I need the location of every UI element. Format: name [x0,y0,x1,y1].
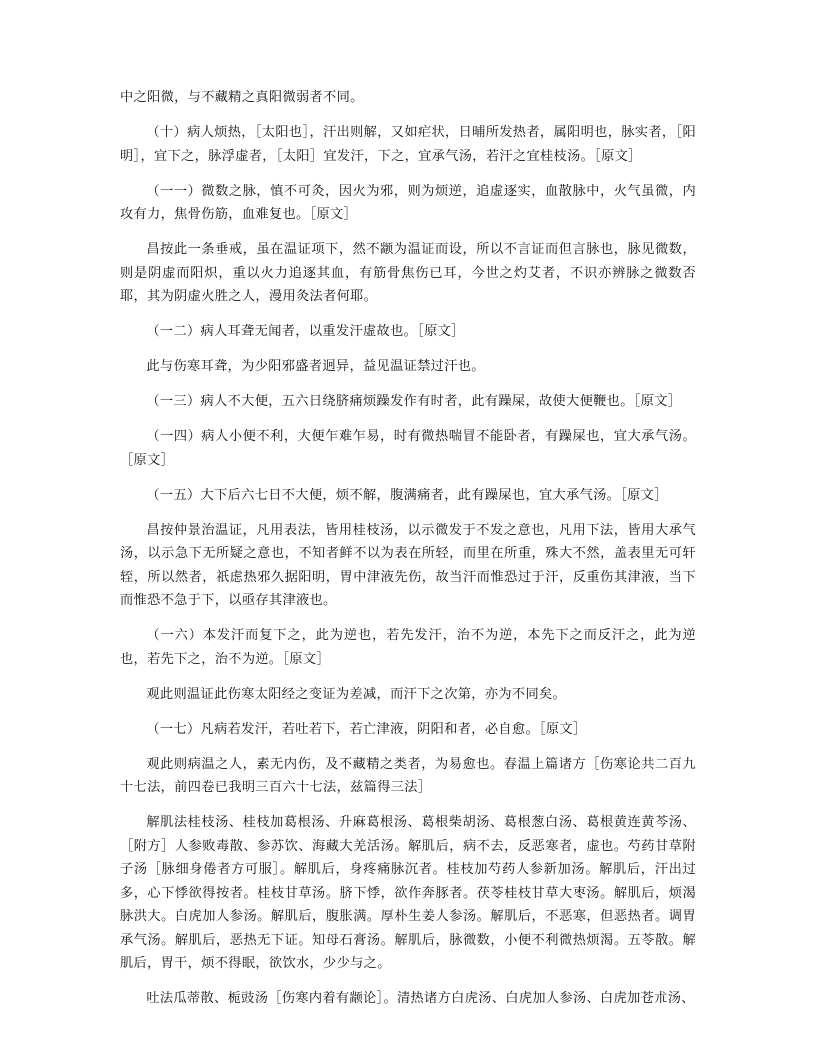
paragraph-commentary-deafness: 此与伤寒耳聋，为少阳邪盛者迥异，益见温证禁过汗也。 [146,359,485,374]
paragraph-rule-16: （一六）本发汗而复下之，此为逆也，若先发汗，治不为逆，本先下之而反汗之，此为逆也，若先下之，治不为逆。［原文］ [120,628,696,667]
paragraph-formulas-emetic: 吐法瓜蒂散、栀豉汤［伤寒内着有颛论］。清热诸方白虎汤、白虎加人参汤、白虎加苍朮汤、 [146,991,695,1006]
paragraph-rule-13: （一三）病人不大便，五六日绕脐痛烦躁发作有时者，此有躁屎，故使大便鞭也。［原文］ [146,394,682,409]
paragraph-rule-10: （十）病人烦热，［太阳也］，汗出则解，又如疟状，日晡所发热者，属阳明也，脉实者，［阳明］，宜下之，脉浮虚者，［太阳］宜发汗，下之，宜承气汤，若汗之宜桂枝汤。［原文］ [120,125,696,164]
paragraph-continuation: 中之阳微，与不藏精之真阳微弱者不同。 [120,90,364,105]
document-page [120,86,696,1022]
paragraph-rule-15: （一五）大下后六七日不大便，烦不解，腹满痛者，此有躁屎也，宜大承气汤。［原文］ [146,487,668,503]
paragraph-commentary-treatment: 昌按仲景治温证，凡用表法，皆用桂枝汤，以示微发于不发之意也，凡用下法，皆用大承气汤，以示急下无所疑之意也，不知者鲜不以为表在所轻，而里在所重，殊大不然，盖表里无可轩轾，所以然者，祇虑热邪久据阳明，胃中津液先伤，故当汗而惟恐过于汗，反重伤其津液，当下而惟恐不急于下，以亟存其津液也。 [120,522,696,608]
paragraph-commentary-recovery: 观此则病温之人，素无内伤，及不藏精之类者，为易愈也。春温上篇诸方［伤寒论共二百九十七法，前四卷已我明三百六十七法，兹篇得三法］ [120,756,696,795]
paragraph-commentary-order: 观此则温证此伤寒太阳经之变证为差减，而汗下之次第，亦为不同矣。 [146,686,567,702]
paragraph-rule-11: （一一）微数之脉，慎不可灸，因火为邪，则为烦逆，追虚逐实，血散脉中，火气虽微，内攻有力，焦骨伤筋，血难复也。［原文］ [120,183,696,222]
paragraph-rule-12: （一二）病人耳聋无闻者，以重发汗虚故也。［原文］ [146,324,465,339]
paragraph-commentary-pulse: 昌按此一条垂戒，虽在温证项下，然不颛为温证而设，所以不言证而但言脉也，脉见微数，则是阴虚而阳炽，重以火力追逐其血，有筋骨焦伤已耳，今世之灼艾者，不识亦辨脉之微数否耶，其为阴虚火胜之人，漫用灸法者何耶。 [120,242,696,304]
paragraph-formulas-jieji: 解肌法桂枝汤、桂枝加葛根汤、升麻葛根汤、葛根柴胡汤、葛根葱白汤、葛根黄连黄芩汤、［附方］人参败毒散、参苏饮、海藏大羌活汤。解肌后，病不去，反恶寒者，虚也。芍药甘草附子汤［脉细身倦者方可服］。解肌后，身疼痛脉沉者。桂枝加芍药人参新加汤。解肌后，汗出过多，心下悸欲得按者。桂枝甘草汤。脐下悸，欲作奔豚者。茯苓桂枝甘草大枣汤。解肌后，烦渴脉洪大。白虎加人参汤。解肌后，腹胀满。厚朴生姜人参汤。解肌后，不恶寒，但恶热者。调胃承气汤。解肌后，恶热无下证。知母石膏汤。解肌后，脉微数，小便不利微热烦渴。五苓散。解肌后，胃干，烦不得眠，欲饮水，少少与之。 [120,815,696,971]
paragraph-rule-17: （一七）凡病若发汗，若吐若下，若亡津液，阴阳和者，必自愈。［原文］ [146,721,587,737]
paragraph-rule-14: （一四）病人小便不利，大便乍难乍易，时有微热喘冒不能卧者，有躁屎也，宜大承气汤。［原文］ [120,429,696,468]
